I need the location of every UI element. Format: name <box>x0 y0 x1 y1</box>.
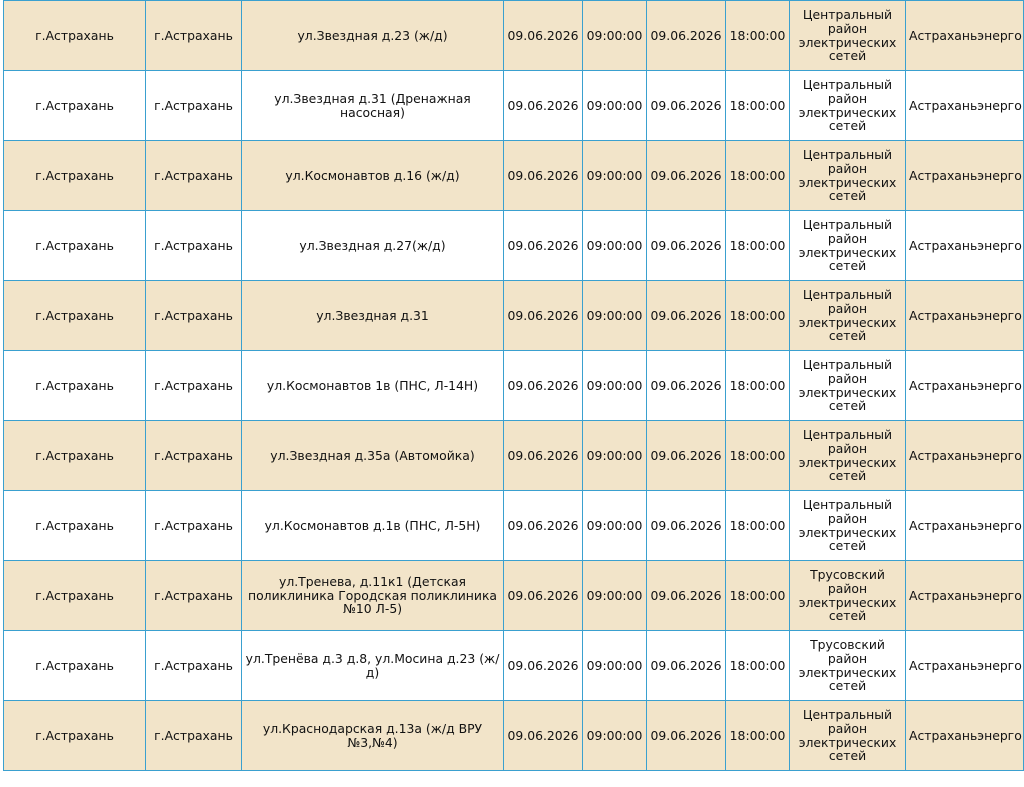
start-time-cell: 09:00:00 <box>583 701 647 771</box>
end-date-cell: 09.06.2026 <box>647 561 726 631</box>
company-cell: Астраханьэнерго <box>906 211 1024 281</box>
table-row <box>4 141 1024 211</box>
table-row <box>4 701 1024 771</box>
region-cell: г.Астрахань <box>4 281 146 351</box>
company-cell: Астраханьэнерго <box>906 71 1024 141</box>
company-cell: Астраханьэнерго <box>906 281 1024 351</box>
table-row <box>4 281 1024 351</box>
region-cell: г.Астрахань <box>4 71 146 141</box>
address-cell: ул.Звездная д.23 (ж/д) <box>242 1 504 71</box>
start-time-cell: 09:00:00 <box>583 141 647 211</box>
region-cell: г.Астрахань <box>4 1 146 71</box>
address-cell: ул.Звездная д.31 <box>242 281 504 351</box>
district-cell: Центральный район электрических сетей <box>790 1 906 71</box>
region-cell: г.Астрахань <box>4 561 146 631</box>
city-cell: г.Астрахань <box>146 631 242 701</box>
district-cell: Центральный район электрических сетей <box>790 71 906 141</box>
start-date-cell: 09.06.2026 <box>504 211 583 281</box>
city-cell: г.Астрахань <box>146 281 242 351</box>
start-date-cell: 09.06.2026 <box>504 71 583 141</box>
address-cell: ул.Космонавтов 1в (ПНС, Л-14Н) <box>242 351 504 421</box>
district-cell: Центральный район электрических сетей <box>790 211 906 281</box>
start-date-cell: 09.06.2026 <box>504 491 583 561</box>
start-time-cell: 09:00:00 <box>583 631 647 701</box>
end-date-cell: 09.06.2026 <box>647 281 726 351</box>
end-date-cell: 09.06.2026 <box>647 701 726 771</box>
end-date-cell: 09.06.2026 <box>647 351 726 421</box>
start-date-cell: 09.06.2026 <box>504 561 583 631</box>
city-cell: г.Астрахань <box>146 701 242 771</box>
district-cell: Центральный район электрических сетей <box>790 351 906 421</box>
region-cell: г.Астрахань <box>4 351 146 421</box>
end-time-cell: 18:00:00 <box>726 421 790 491</box>
address-cell: ул.Краснодарская д.13а (ж/д ВРУ №3,№4) <box>242 701 504 771</box>
district-cell: Трусовский район электрических сетей <box>790 561 906 631</box>
region-cell: г.Астрахань <box>4 491 146 561</box>
company-cell: Астраханьэнерго <box>906 561 1024 631</box>
start-time-cell: 09:00:00 <box>583 281 647 351</box>
city-cell: г.Астрахань <box>146 1 242 71</box>
start-date-cell: 09.06.2026 <box>504 421 583 491</box>
city-cell: г.Астрахань <box>146 211 242 281</box>
company-cell: Астраханьэнерго <box>906 701 1024 771</box>
city-cell: г.Астрахань <box>146 491 242 561</box>
start-time-cell: 09:00:00 <box>583 491 647 561</box>
address-cell: ул.Космонавтов д.1в (ПНС, Л-5Н) <box>242 491 504 561</box>
end-date-cell: 09.06.2026 <box>647 631 726 701</box>
table-row <box>4 1 1024 71</box>
end-date-cell: 09.06.2026 <box>647 141 726 211</box>
end-time-cell: 18:00:00 <box>726 351 790 421</box>
address-cell: ул.Космонавтов д.16 (ж/д) <box>242 141 504 211</box>
end-time-cell: 18:00:00 <box>726 211 790 281</box>
end-time-cell: 18:00:00 <box>726 561 790 631</box>
city-cell: г.Астрахань <box>146 71 242 141</box>
start-date-cell: 09.06.2026 <box>504 281 583 351</box>
start-time-cell: 09:00:00 <box>583 211 647 281</box>
address-cell: ул.Звездная д.27(ж/д) <box>242 211 504 281</box>
address-cell: ул.Звездная д.31 (Дренажная насосная) <box>242 71 504 141</box>
end-date-cell: 09.06.2026 <box>647 1 726 71</box>
end-time-cell: 18:00:00 <box>726 701 790 771</box>
end-time-cell: 18:00:00 <box>726 631 790 701</box>
region-cell: г.Астрахань <box>4 211 146 281</box>
start-time-cell: 09:00:00 <box>583 71 647 141</box>
outage-schedule-table <box>3 0 1024 771</box>
district-cell: Центральный район электрических сетей <box>790 491 906 561</box>
company-cell: Астраханьэнерго <box>906 631 1024 701</box>
address-cell: ул.Тренёва д.3 д.8, ул.Мосина д.23 (ж/д) <box>242 631 504 701</box>
end-date-cell: 09.06.2026 <box>647 421 726 491</box>
end-time-cell: 18:00:00 <box>726 141 790 211</box>
end-date-cell: 09.06.2026 <box>647 491 726 561</box>
table-row <box>4 211 1024 281</box>
region-cell: г.Астрахань <box>4 631 146 701</box>
table-body <box>4 1 1024 771</box>
address-cell: ул.Звездная д.35а (Автомойка) <box>242 421 504 491</box>
district-cell: Центральный район электрических сетей <box>790 701 906 771</box>
district-cell: Центральный район электрических сетей <box>790 141 906 211</box>
end-time-cell: 18:00:00 <box>726 71 790 141</box>
table-row <box>4 491 1024 561</box>
end-date-cell: 09.06.2026 <box>647 211 726 281</box>
region-cell: г.Астрахань <box>4 421 146 491</box>
company-cell: Астраханьэнерго <box>906 421 1024 491</box>
city-cell: г.Астрахань <box>146 141 242 211</box>
company-cell: Астраханьэнерго <box>906 141 1024 211</box>
end-time-cell: 18:00:00 <box>726 281 790 351</box>
city-cell: г.Астрахань <box>146 351 242 421</box>
district-cell: Центральный район электрических сетей <box>790 281 906 351</box>
region-cell: г.Астрахань <box>4 141 146 211</box>
end-date-cell: 09.06.2026 <box>647 71 726 141</box>
region-cell: г.Астрахань <box>4 701 146 771</box>
start-time-cell: 09:00:00 <box>583 561 647 631</box>
city-cell: г.Астрахань <box>146 561 242 631</box>
start-time-cell: 09:00:00 <box>583 351 647 421</box>
city-cell: г.Астрахань <box>146 421 242 491</box>
table-row <box>4 421 1024 491</box>
table-row <box>4 561 1024 631</box>
district-cell: Трусовский район электрических сетей <box>790 631 906 701</box>
end-time-cell: 18:00:00 <box>726 491 790 561</box>
district-cell: Центральный район электрических сетей <box>790 421 906 491</box>
end-time-cell: 18:00:00 <box>726 1 790 71</box>
table-row <box>4 631 1024 701</box>
start-date-cell: 09.06.2026 <box>504 701 583 771</box>
start-date-cell: 09.06.2026 <box>504 1 583 71</box>
start-time-cell: 09:00:00 <box>583 1 647 71</box>
address-cell: ул.Тренева, д.11к1 (Детская поликлиника Городская поликлиника №10 Л-5) <box>242 561 504 631</box>
company-cell: Астраханьэнерго <box>906 491 1024 561</box>
table-row <box>4 351 1024 421</box>
table-row <box>4 71 1024 141</box>
start-date-cell: 09.06.2026 <box>504 141 583 211</box>
start-date-cell: 09.06.2026 <box>504 631 583 701</box>
start-date-cell: 09.06.2026 <box>504 351 583 421</box>
start-time-cell: 09:00:00 <box>583 421 647 491</box>
company-cell: Астраханьэнерго <box>906 1 1024 71</box>
company-cell: Астраханьэнерго <box>906 351 1024 421</box>
